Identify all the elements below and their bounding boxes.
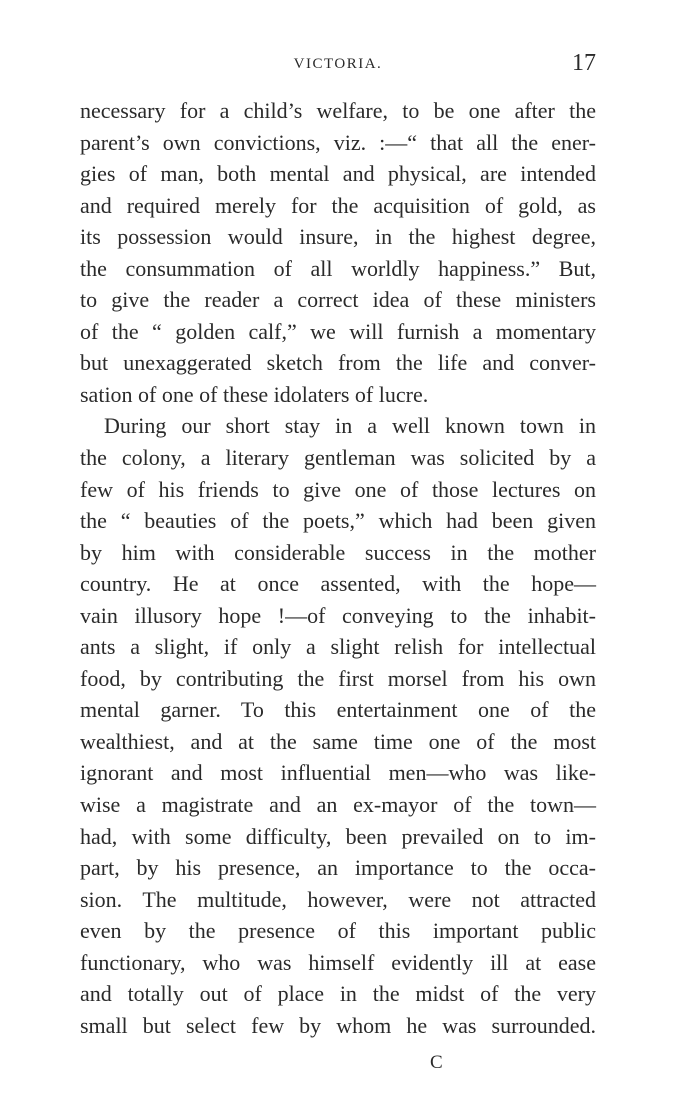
- text-line: small but select few by whom he was surrounded.: [80, 1012, 596, 1038]
- text-line: the “ beauties of the poets,” which had been given: [80, 508, 596, 534]
- text-line: gies of man, both mental and physical, are intended: [80, 161, 596, 187]
- text-line: sion. The multitude, however, were not attracted: [80, 886, 596, 912]
- text-line: of the “ golden calf,” we will furnish a momentary: [80, 318, 596, 344]
- running-title: VICTORIA.: [293, 56, 383, 72]
- text-line: wealthiest, and at the same time one of the most: [80, 728, 596, 754]
- running-head: [80, 50, 596, 80]
- text-line: functionary, who was himself evidently ill at ease: [80, 949, 596, 975]
- text-line: necessary for a child’s welfare, to be one after the: [80, 98, 596, 123]
- text-line: wise a magistrate and an ex-mayor of the town—: [80, 792, 596, 818]
- signature-mark: C: [430, 1052, 443, 1073]
- text-line: part, by his presence, an importance to the occa-: [80, 855, 596, 881]
- text-line: by him with considerable success in the mother: [80, 539, 596, 565]
- text-line: and totally out of place in the midst of the very: [80, 981, 596, 1007]
- text-line: to give the reader a correct idea of these ministers: [80, 287, 596, 313]
- text-line: few of his friends to give one of those lectures on: [80, 476, 596, 502]
- text-line: mental garner. To this entertainment one of the: [80, 697, 596, 723]
- paragraph-end-line: sation of one of these idolaters of lucre.: [80, 381, 429, 407]
- text-line: had, with some difficulty, been prevailed on to im-: [80, 823, 596, 849]
- text-line: country. He at once assented, with the hope—: [80, 571, 596, 597]
- text-line: the consummation of all worldly happiness.” But,: [80, 255, 596, 281]
- text-line: ignorant and most influential men—who was like-: [80, 760, 596, 786]
- page-number: 17: [572, 50, 596, 76]
- body-text: [80, 95, 596, 1041]
- paragraph-start-line: During our short stay in a well known town in: [104, 413, 596, 439]
- text-line: its possession would insure, in the highest degree,: [80, 224, 596, 250]
- text-line: ants a slight, if only a slight relish for intellectual: [80, 634, 596, 660]
- text-line: parent’s own convictions, viz. :—“ that all the ener-: [80, 129, 596, 155]
- text-line: vain illusory hope !—of conveying to the inhabit-: [80, 602, 596, 628]
- text-line: food, by contributing the first morsel from his own: [80, 665, 596, 691]
- text-line: the colony, a literary gentleman was solicited by a: [80, 445, 596, 471]
- text-line: but unexaggerated sketch from the life and conver-: [80, 350, 596, 376]
- text-line: even by the presence of this important public: [80, 918, 596, 944]
- text-line: and required merely for the acquisition of gold, as: [80, 192, 596, 218]
